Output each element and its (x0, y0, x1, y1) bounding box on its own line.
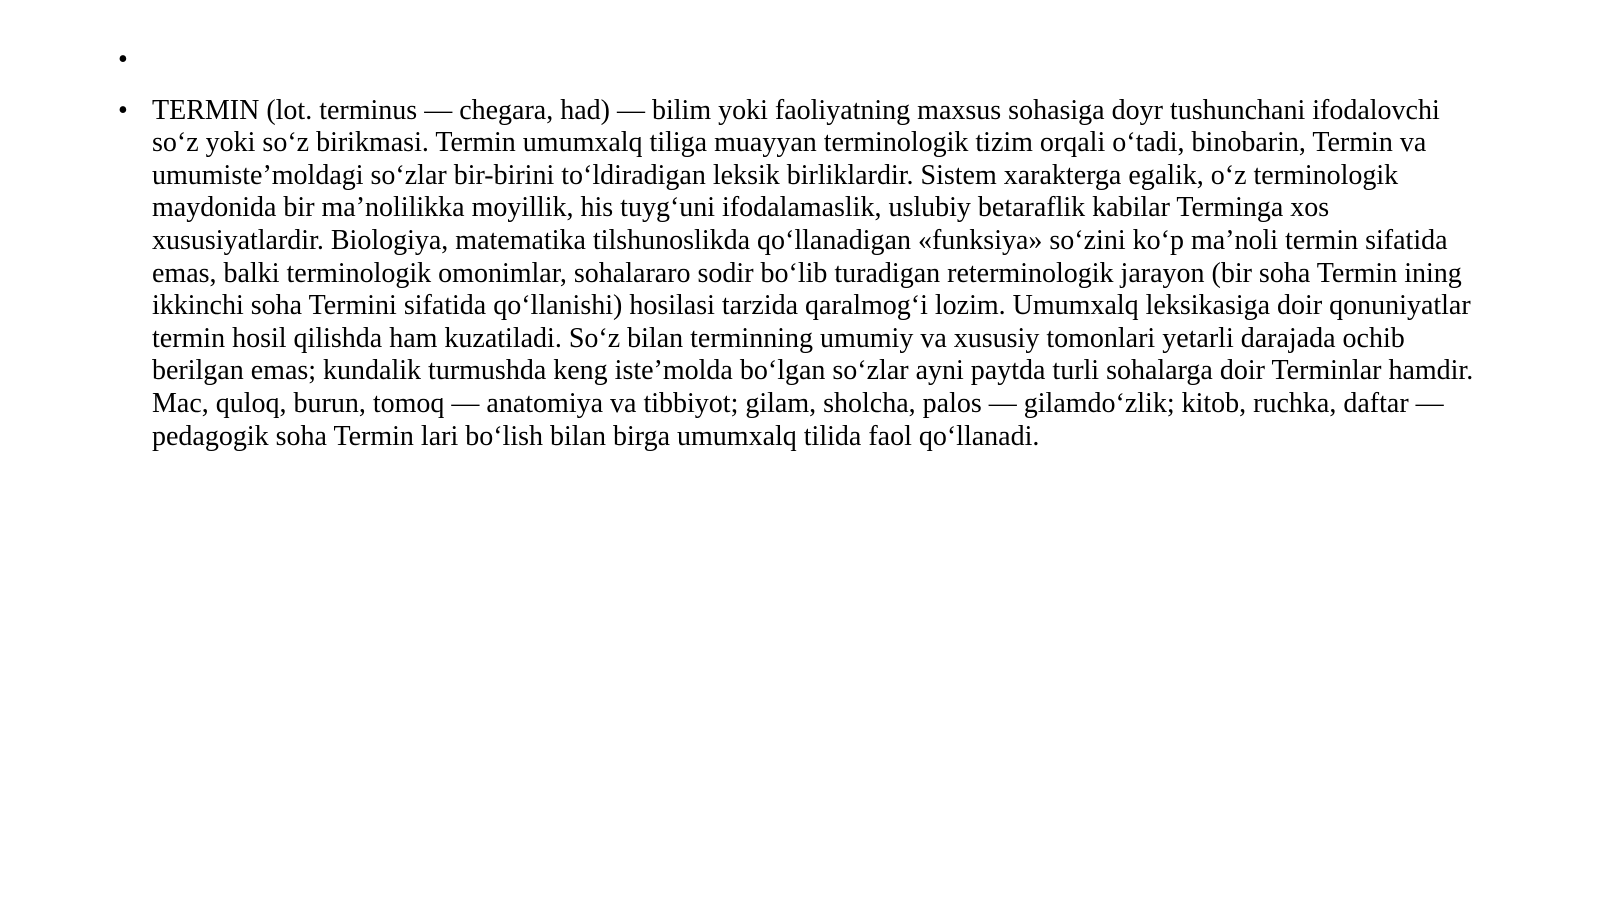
termin-definition-text: TERMIN (lot. terminus — chegara, had) — bilim yoki faoliyatning maxsus sohasiga doyr tushunchani ifodalovchi so‘z yoki so‘z birikmasi. Termin umumxalq tiliga muayyan terminologik tizim orqali o‘tadi, binobarin, Termin va umumiste’moldagi so‘zlar bir-birini to‘ldiradigan leksik birliklardir. Sistem xarakterga egalik, o‘z terminologik maydonida bir ma’nolilikka moyillik, his tuyg‘uni ifodalamaslik, uslubiy betaraflik kabilar Terminga xos xususiyatlardir. Biologiya, matematika tilshunoslikda qo‘llanadigan «funksiya» so‘zini ko‘p ma’noli termin sifatida emas, balki terminologik omonimlar, sohalararo sodir bo‘lib turadigan reterminologik jarayon (bir soha Termin ining ikkinchi soha Termini sifatida qo‘llanishi) hosilasi tarzida qaralmog‘i lozim. Umumxalq leksikasiga doir qonuniyatlar termin hosil qilishda ham kuzatiladi. So‘z bilan terminning umumiy va xususiy tomonlari yetarli darajada ochib berilgan emas; kundalik turmushda keng iste’molda bo‘lgan so‘zlar ayni paytda turli sohalarga doir Terminlar hamdir. Mac, quloq, burun, tomoq — anatomiya va tibbiyot; gilam, sholcha, palos — gilamdo‘zlik; kitob, ruchka, daftar — pedagogik soha Termin lari bo‘lish bilan birga umumxalq tilida faol qo‘llanadi. (152, 94, 1474, 452)
bullet-item-empty (118, 44, 1490, 77)
bullet-marker: • (118, 94, 128, 126)
bullet-item-termin-definition (118, 95, 1490, 454)
bullet-marker: • (118, 44, 128, 75)
bullet-list (118, 44, 1490, 453)
